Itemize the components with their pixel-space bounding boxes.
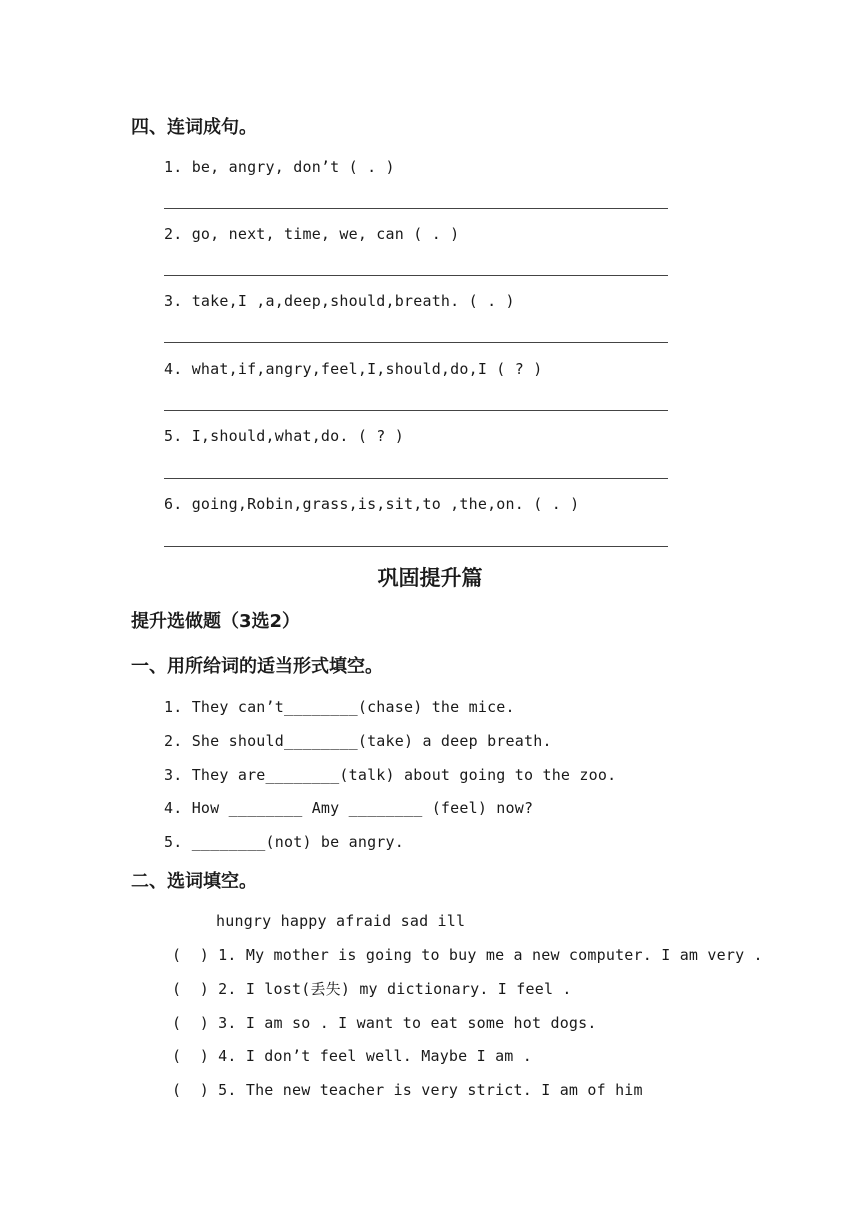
section-heading-4: 四、连词成句。 bbox=[131, 117, 257, 138]
list-item: 2. She should________(take) a deep breath. bbox=[164, 732, 552, 750]
list-item: 3. take,I ,a,deep,should,breath. ( . ) bbox=[164, 292, 515, 310]
section-heading-2: 二、选词填空。 bbox=[131, 871, 257, 892]
list-item: 4. How ________ Amy ________ (feel) now? bbox=[164, 799, 534, 817]
list-item: 6. going,Robin,grass,is,sit,to ,the,on. ( . ) bbox=[164, 495, 580, 513]
list-item: ( ) 5. The new teacher is very strict. I am of him bbox=[172, 1081, 643, 1099]
list-item: 5. ________(not) be angry. bbox=[164, 833, 404, 851]
answer-line bbox=[164, 410, 668, 411]
list-item: ( ) 1. My mother is going to buy me a new computer. I am very . bbox=[172, 946, 763, 964]
sub-heading: 提升选做题（3选2） bbox=[131, 611, 301, 632]
list-item: ( ) 3. I am so . I want to eat some hot dogs. bbox=[172, 1014, 597, 1032]
list-item: ( ) 2. I lost(丢失) my dictionary. I feel . bbox=[172, 980, 572, 998]
answer-line bbox=[164, 546, 668, 547]
list-item: 5. I,should,what,do. ( ? ) bbox=[164, 427, 404, 445]
list-item: 1. They can’t________(chase) the mice. bbox=[164, 698, 515, 716]
word-bank: hungry happy afraid sad ill bbox=[216, 912, 466, 930]
answer-line bbox=[164, 342, 668, 343]
list-item: 2. go, next, time, we, can ( . ) bbox=[164, 225, 460, 243]
list-item: ( ) 4. I don’t feel well. Maybe I am . bbox=[172, 1047, 532, 1065]
part-title: 巩固提升篇 bbox=[377, 566, 483, 590]
list-item: 1. be, angry, don’t ( . ) bbox=[164, 158, 395, 176]
answer-line bbox=[164, 478, 668, 479]
answer-line bbox=[164, 208, 668, 209]
list-item: 4. what,if,angry,feel,I,should,do,I ( ? ) bbox=[164, 360, 543, 378]
list-item: 3. They are________(talk) about going to the zoo. bbox=[164, 766, 617, 784]
section-heading-1: 一、用所给词的适当形式填空。 bbox=[131, 656, 383, 677]
answer-line bbox=[164, 275, 668, 276]
